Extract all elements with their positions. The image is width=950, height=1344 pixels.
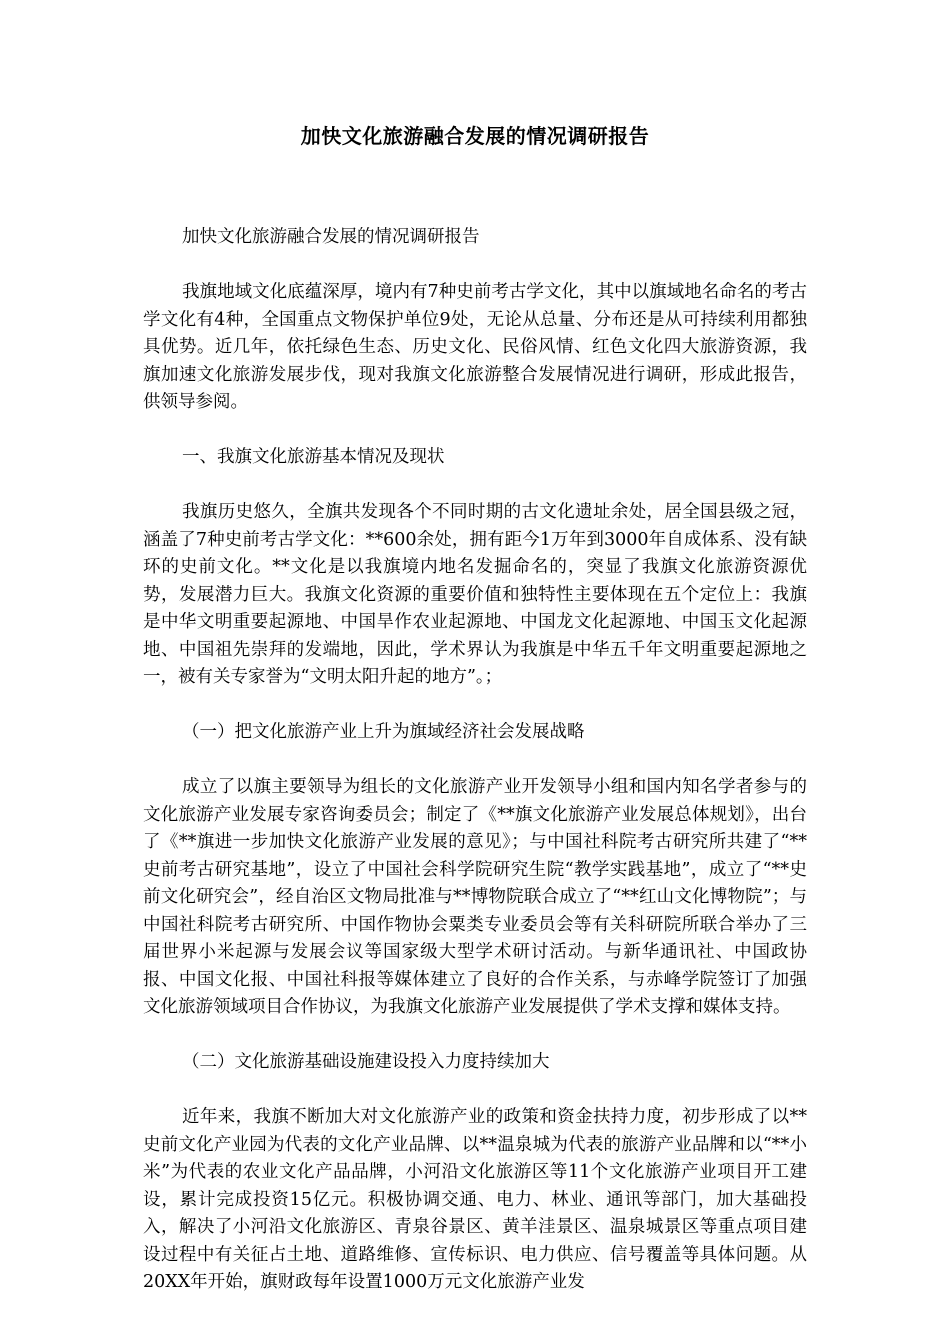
paragraph-spacer [143, 252, 807, 280]
paragraph-spacer [143, 1077, 807, 1105]
paragraph-spacer [143, 692, 807, 720]
document-title: 加快文化旅游融合发展的情况调研报告 [300, 124, 650, 148]
paragraph-spacer [143, 747, 807, 775]
subsection-1-paragraph: 成立了以旗主要领导为组长的文化旅游产业开发领导小组和国内知名学者参与的文化旅游产业发展专家咨询委员会；制定了《**旗文化旅游产业发展总体规划》，出台了《**旗进一步加快文化旅游产业发展的意见》；与中国社科院考古研究所共建了“**史前考古研究基地”，设立了中国社会科学院研究生院“教学实践基地”，成立了“**史前文化研究会”，经自治区文物局批准与**博物院联合成立了“**红山文化博物院”；与中国社科院考古研究所、中国作物协会粟类专业委员会等有关科研院所联合举办了三届世界小米起源与发展会议等国家级大型学术研讨活动。与新华通讯社、中国政协报、中国文化报、中国社科报等媒体建立了良好的合作关系，与赤峰学院签订了加强文化旅游领域项目合作协议，为我旗文化旅游产业发展提供了学术支撑和媒体支持。 [143, 777, 807, 1017]
paragraph-spacer [143, 1022, 807, 1050]
subsection-2-paragraph: 近年来，我旗不断加大对文化旅游产业的政策和资金扶持力度，初步形成了以**史前文化产业园为代表的文化产业品牌、以**温泉城为代表的旅游产业品牌和以“**小米”为代表的农业文化产品品牌，小河沿文化旅游区等11个文化旅游产业项目开工建设，累计完成投资15亿元。积极协调交通、电力、林业、通讯等部门，加大基础投入，解决了小河沿文化旅游区、青泉谷景区、黄羊洼景区、温泉城景区等重点项目建设过程中有关征占土地、道路维修、宣传标识、电力供应、信号覆盖等具体问题。从20XX年开始，旗财政每年设置1000万元文化旅游产业发 [143, 1107, 807, 1292]
subsection-heading-1: （一）把文化旅游产业上升为旗域经济社会发展战略 [182, 722, 585, 742]
document-subtitle: 加快文化旅游融合发展的情况调研报告 [182, 227, 480, 247]
paragraph-spacer [143, 472, 807, 500]
paragraph-spacer [143, 417, 807, 445]
intro-paragraph: 我旗地域文化底蕴深厚，境内有7种史前考古学文化，其中以旗域地名命名的考古学文化有4种，全国重点文物保护单位9处，无论从总量、分布还是从可持续利用都独具优势。近几年，依托绿色生态、历史文化、民俗风情、红色文化四大旅游资源，我旗加速文化旅游发展步伐，现对我旗文化旅游整合发展情况进行调研，形成此报告，供领导参阅。 [143, 282, 807, 412]
section-heading-1: 一、我旗文化旅游基本情况及现状 [182, 447, 445, 467]
section-1-paragraph: 我旗历史悠久，全旗共发现各个不同时期的古文化遗址余处，居全国县级之冠，涵盖了7种史前考古学文化：**600余处，拥有距今1万年到3000年自成体系、没有缺环的史前文化。**文化是以我旗境内地名发掘命名的，突显了我旗文化旅游资源优势，发展潜力巨大。我旗文化资源的重要价值和独特性主要体现在五个定位上：我旗是中华文明重要起源地、中国旱作农业起源地、中国龙文化起源地、中国玉文化起源地、中国祖先崇拜的发端地，因此，学术界认为我旗是中华五千年文明重要起源地之一，被有关专家誉为“文明太阳升起的地方”。； [143, 502, 807, 687]
document-body [143, 224, 807, 1297]
subsection-heading-2: （二）文化旅游基础设施建设投入力度持续加大 [182, 1052, 550, 1072]
